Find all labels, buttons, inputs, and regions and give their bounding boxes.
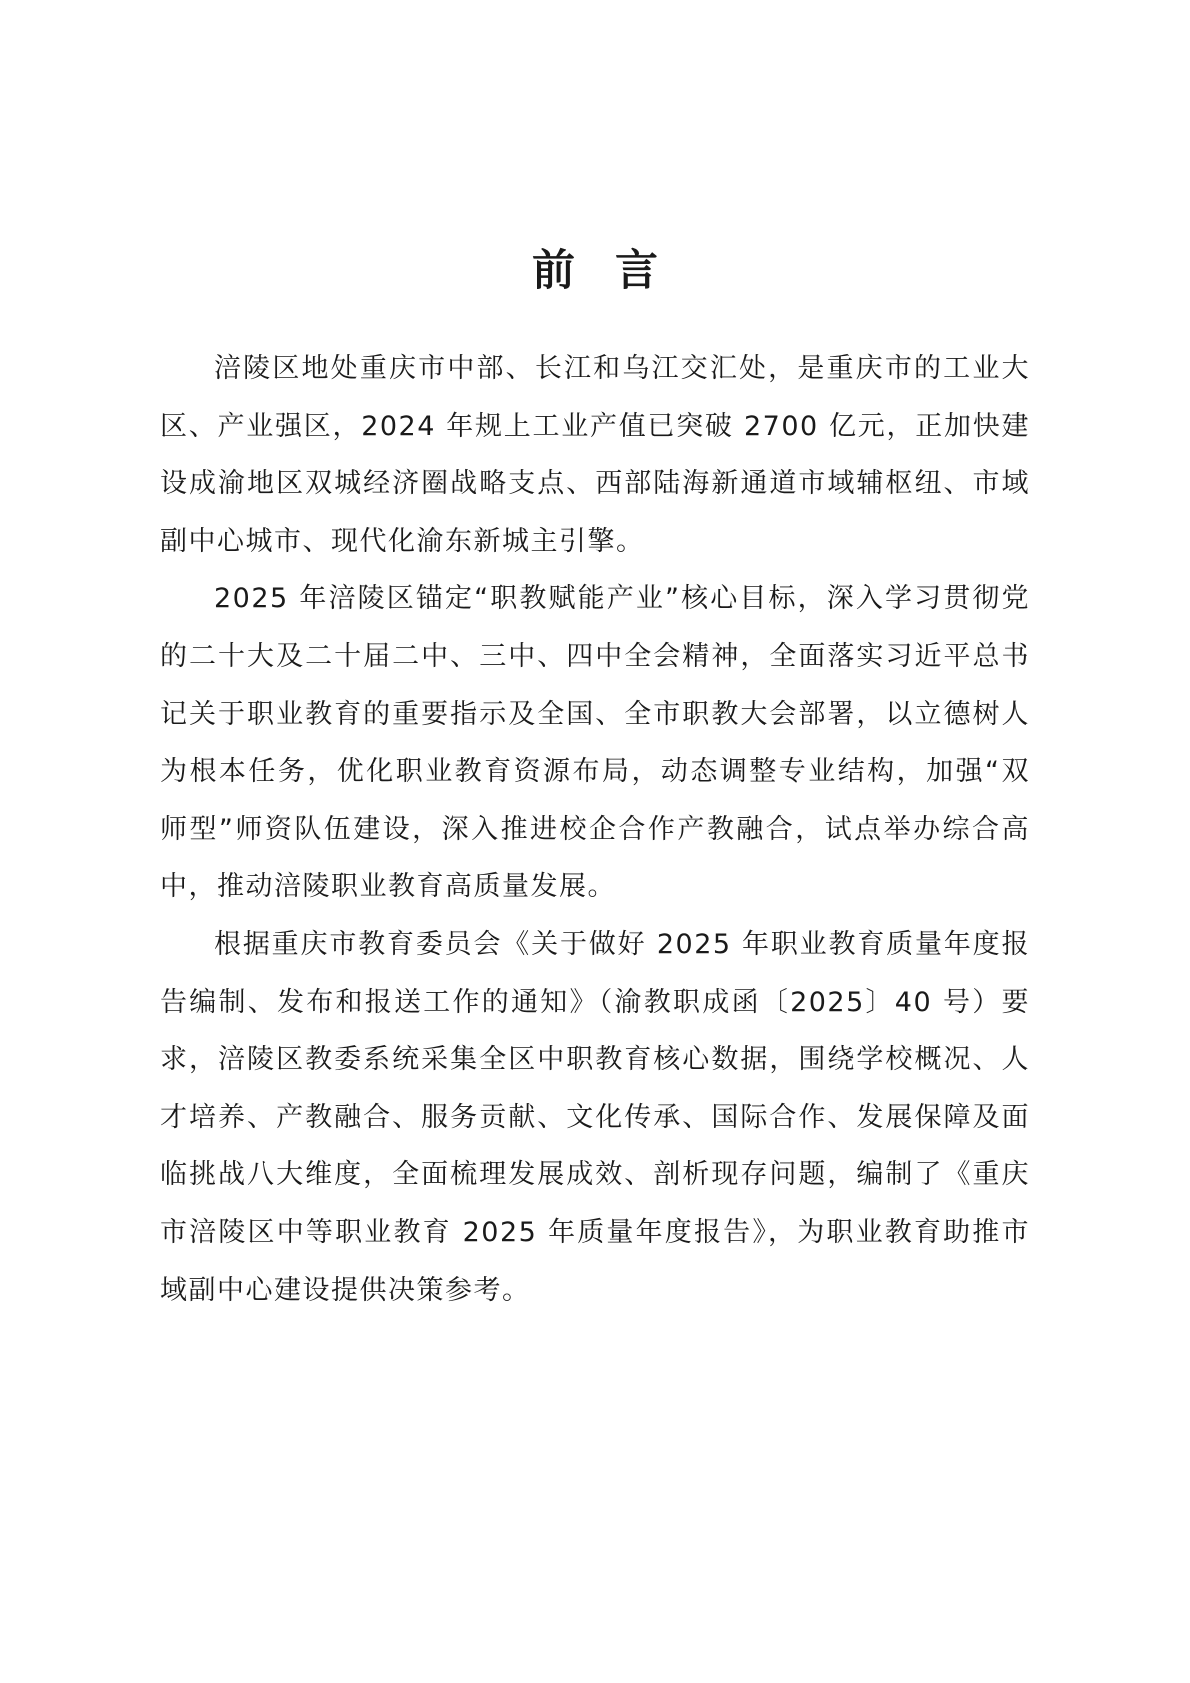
title-char-2: 言: [615, 245, 658, 296]
paragraph-report-basis: 根据重庆市教育委员会《关于做好 2025 年职业教育质量年度报告编制、发布和报送工作的通知》（渝教职成函〔2025〕40 号）要求，涪陵区教委系统采集全区中职教育核心数据，围绕学校概况、人才培养、产教融合、服务贡献、文化传承、国际合作、发展保障及面临挑战八大维度，全面梳理发展成效、剖析现存问题，编制了《重庆市涪陵区中等职业教育 2025 年质量年度报告》，为职业教育助推市域副中心建设提供决策参考。: [160, 928, 1030, 1306]
paragraph-intro: 涪陵区地处重庆市中部、长江和乌江交汇处，是重庆市的工业大区、产业强区，2024 年规上工业产值已突破 2700 亿元，正加快建设成渝地区双城经济圈战略支点、西部陆海新通道市域辅枢纽、市域副中心城市、现代化渝东新城主引擎。: [160, 353, 1030, 557]
document-body: [160, 340, 1030, 1319]
paragraph-goals: 2025 年涪陵区锚定“职教赋能产业”核心目标，深入学习贯彻党的二十大及二十届二中、三中、四中全会精神，全面落实习近平总书记关于职业教育的重要指示及全国、全市职教大会部署，以立德树人为根本任务，优化职业教育资源布局，动态调整专业结构，加强“双师型”师资队伍建设，深入推进校企合作产教融合，试点举办综合高中，推动涪陵职业教育高质量发展。: [160, 583, 1030, 903]
title-char-1: 前: [532, 245, 575, 296]
page-title: [0, 243, 1190, 299]
